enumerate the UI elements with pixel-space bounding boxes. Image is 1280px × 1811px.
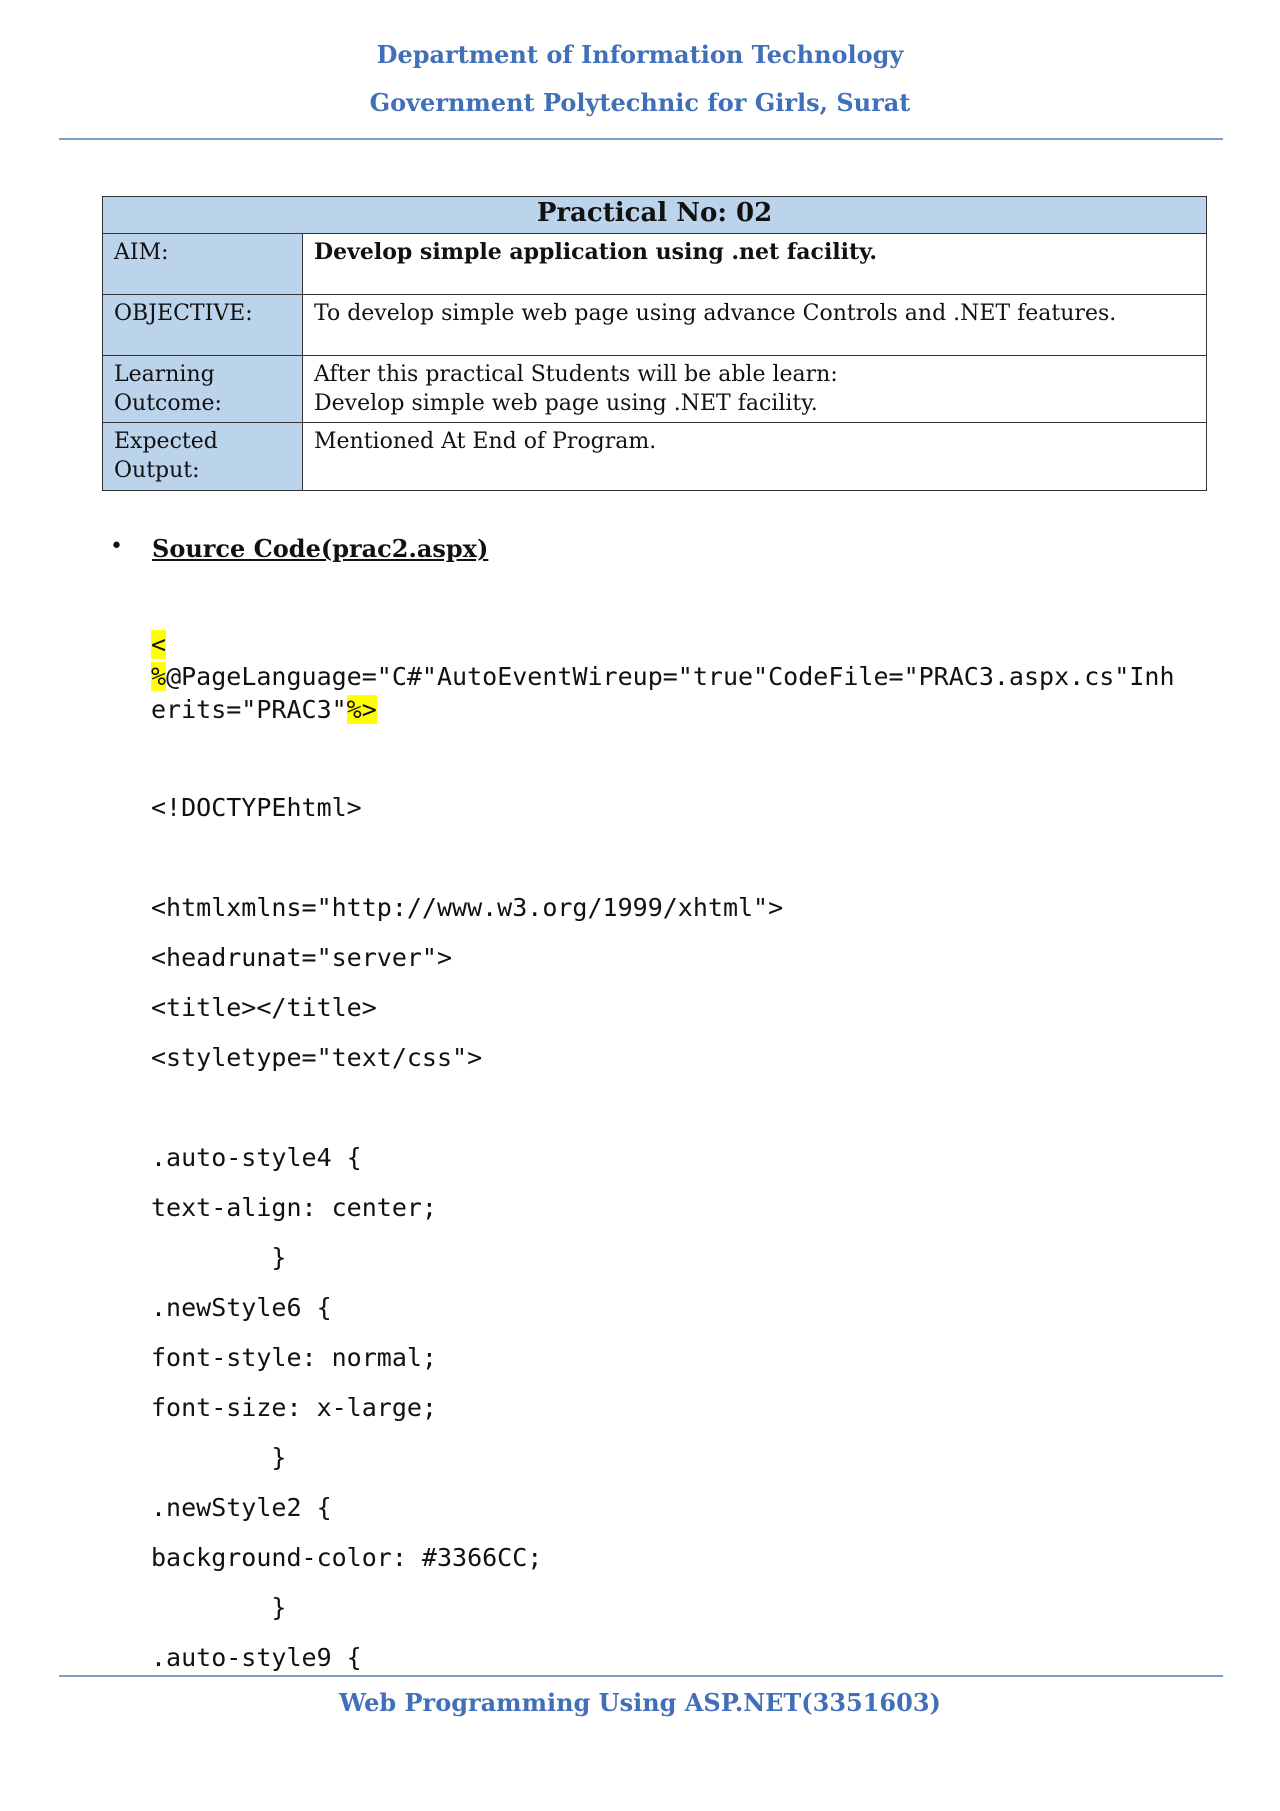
code-line: .newStyle2 { xyxy=(151,1493,332,1522)
practical-number: Practical No: 02 xyxy=(103,197,1207,234)
institute-title: Government Polytechnic for Girls, Surat xyxy=(369,88,911,117)
table-row xyxy=(103,295,1207,356)
footer-divider xyxy=(59,1675,1223,1677)
code-line: } xyxy=(151,1593,287,1622)
highlighted-text: %> xyxy=(346,695,377,724)
page-footer: Web Programming Using ASP.NET(3351603) xyxy=(339,1688,941,1717)
bullet-icon: • xyxy=(110,534,123,559)
learning-outcome-line2: Develop simple web page using .NET facility. xyxy=(314,391,818,416)
objective-value: To develop simple web page using advance Controls and .NET features. xyxy=(303,295,1207,356)
code-line: .auto-style9 { xyxy=(151,1643,362,1672)
page-header xyxy=(0,40,1280,118)
code-line xyxy=(151,695,377,724)
header-divider xyxy=(59,138,1223,140)
practical-info-table xyxy=(102,196,1207,491)
aim-value: Develop simple application using .net facility. xyxy=(303,234,1207,295)
highlighted-text: < xyxy=(151,630,167,659)
expected-output-label-line1: Expected xyxy=(114,429,218,454)
code-line xyxy=(151,662,1175,691)
department-title: Department of Information Technology xyxy=(376,40,904,69)
code-line: <headrunat="server"> xyxy=(151,943,453,972)
source-code-heading: Source Code(prac2.aspx) xyxy=(152,534,489,563)
code-line: .auto-style4 { xyxy=(151,1143,362,1172)
expected-output-label-line2: Output: xyxy=(114,458,200,483)
learning-outcome-label xyxy=(103,356,303,423)
learning-outcome-value xyxy=(303,356,1207,423)
code-line xyxy=(151,630,166,659)
code-line: <title></title> xyxy=(151,993,377,1022)
expected-output-value: Mentioned At End of Program. xyxy=(303,423,1207,491)
table-row xyxy=(103,234,1207,295)
expected-output-label xyxy=(103,423,303,491)
highlighted-text: % xyxy=(151,662,167,691)
code-line: background-color: #3366CC; xyxy=(151,1543,543,1572)
objective-label: OBJECTIVE: xyxy=(103,295,303,356)
table-row xyxy=(103,356,1207,423)
aim-label: AIM: xyxy=(103,234,303,295)
code-line: font-style: normal; xyxy=(151,1343,437,1372)
code-text: @PageLanguage="C#"AutoEventWireup="true"CodeFile="PRAC3.aspx.cs"Inh xyxy=(166,662,1175,691)
code-line: } xyxy=(151,1443,287,1472)
table-row xyxy=(103,423,1207,491)
code-line: .newStyle6 { xyxy=(151,1293,332,1322)
code-text: erits="PRAC3" xyxy=(151,695,347,724)
code-line: <!DOCTYPEhtml> xyxy=(151,793,362,822)
code-line: } xyxy=(151,1243,287,1272)
learning-outcome-label-line1: Learning xyxy=(114,362,215,387)
code-line: font-size: x-large; xyxy=(151,1393,437,1422)
code-line: text-align: center; xyxy=(151,1193,437,1222)
code-line: <htmlxmlns="http://www.w3.org/1999/xhtml"> xyxy=(151,893,784,922)
code-line: <styletype="text/css"> xyxy=(151,1043,483,1072)
learning-outcome-line1: After this practical Students will be able learn: xyxy=(314,362,838,387)
learning-outcome-label-line2: Outcome: xyxy=(114,391,222,416)
